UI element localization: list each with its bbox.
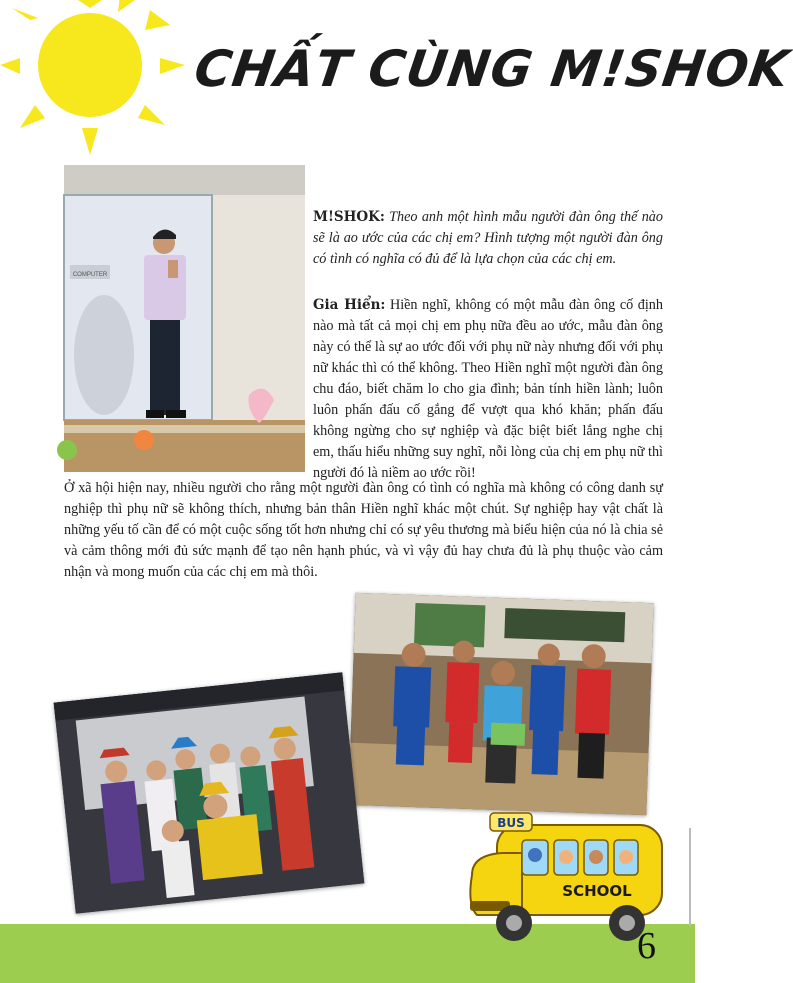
page-title: CHẤT CÙNG M!SHOK: [190, 40, 793, 98]
bus-school-text: SCHOOL: [562, 882, 632, 900]
question-label: M!SHOK:: [313, 209, 385, 225]
answer-label: Gia Hiển:: [313, 297, 386, 313]
sun-illustration: [0, 0, 200, 180]
divider-line: [689, 828, 691, 926]
screen-text: COMPUTER: [72, 272, 108, 278]
speaker-photo: [64, 165, 305, 472]
answer-text: Hiền nghĩ, không có một mẫu đàn ông cố định nào mà tất cả mọi chị em phụ nữa đều ao ước, mẫu đàn ông này có thể là sự ao ước đối với phụ nữ này nhưng đối với phụ nữ khác thì có thể không. Theo Hiền nghĩ một người đàn ông chu đáo, biết chăm lo cho gia đình; bản tính hiền lành; luôn luôn phấn đấu cố gắng để vượt qua khó khăn; phấn đấu không ngừng cho sự nghiệp và đặc biệt biết lắng nghe chị em, thấu hiểu những suy nghĩ, nỗi lòng của chị em phụ nữ thì người đó là niềm ao ước rồi!: [313, 297, 663, 481]
bus-sign-text: BUS: [497, 816, 525, 830]
question-paragraph: [313, 207, 663, 270]
closing-paragraph: Ở xã hội hiện nay, nhiều người cho rằng một người đàn ông có tình có nghĩa mà không có công danh sự nghiệp thì phụ nữ sẽ không thích, nhưng bản thân Hiền nghĩ khác một chút. Sự nghiệp hay vật chất là những yếu tố cần để có một cuộc sống tốt hơn nhưng chỉ có sự yêu thương mà biểu hiện của nó là chia sẻ và cảm thông mới đủ sức mạnh để tạo nên hạnh phúc, và vì vậy đủ hay chưa đủ là phụ thuộc vào cảm nhận và mong muốn của các chị em mà thôi.: [64, 480, 663, 580]
costume-photo: [54, 672, 365, 913]
team-photo: [348, 593, 653, 815]
page-number: 6: [637, 925, 656, 967]
question-text: Theo anh một hình mẫu người đàn ông thế nào sẽ là ao ước của các chị em? Hình tượng một người đàn ông có tình có nghĩa có đủ để là lựa chọn của các chị em.: [313, 209, 663, 267]
answer-paragraph: [313, 295, 663, 484]
